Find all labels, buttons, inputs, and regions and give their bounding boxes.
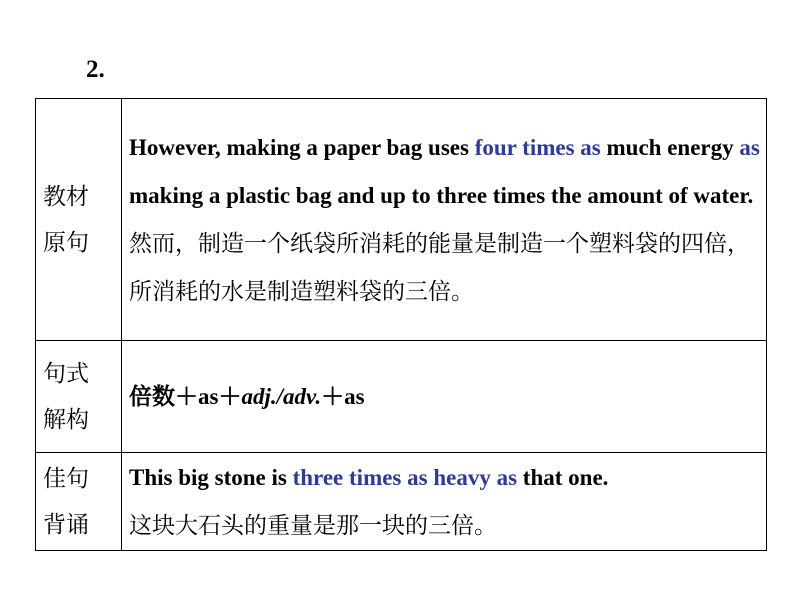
row-label-line1: 佳句 xyxy=(43,465,89,491)
formula-part: ＋as xyxy=(321,383,365,409)
chinese-translation: 这块大石头的重量是那一块的三倍。 xyxy=(129,512,497,538)
row-label-line2: 原句 xyxy=(43,229,89,255)
formula-part: 倍数＋as＋ xyxy=(129,383,242,409)
text-segment: However, making a paper bag uses xyxy=(129,134,475,160)
english-sentence xyxy=(129,454,760,502)
row-label-line1: 教材 xyxy=(43,183,89,209)
chinese-translation: 然而，制造一个纸袋所消耗的能量是制造一个塑料袋的四倍，所消耗的水是制造塑料袋的三倍。 xyxy=(129,230,750,304)
sentence-table xyxy=(35,98,767,551)
text-segment: that one. xyxy=(517,464,609,490)
row-label-original-sentence xyxy=(36,99,122,341)
row-label-recite xyxy=(36,453,122,551)
row-label-line2: 解构 xyxy=(43,406,89,432)
formula-part-italic: adj./adv. xyxy=(241,383,322,409)
text-segment: much energy xyxy=(600,134,740,160)
structure-cell xyxy=(122,341,767,453)
original-sentence-cell xyxy=(122,99,767,341)
row-label-structure xyxy=(36,341,122,453)
table-row-recite xyxy=(36,453,767,551)
highlight-phrase: four times as xyxy=(474,134,601,160)
structure-formula xyxy=(129,373,760,421)
english-sentence xyxy=(129,124,760,220)
row-label-line1: 句式 xyxy=(43,360,89,386)
text-segment: This big stone is xyxy=(129,464,293,490)
table-row-original-sentence xyxy=(36,99,767,341)
table-row-structure xyxy=(36,341,767,453)
text-segment: making a plastic bag and up to three times the amount of water. xyxy=(129,182,754,208)
item-number: 2. xyxy=(86,56,105,83)
highlight-phrase: three times as heavy as xyxy=(292,464,518,490)
highlight-phrase: as xyxy=(739,134,760,160)
row-label-line2: 背诵 xyxy=(43,511,89,537)
recite-sentence-cell xyxy=(122,453,767,551)
